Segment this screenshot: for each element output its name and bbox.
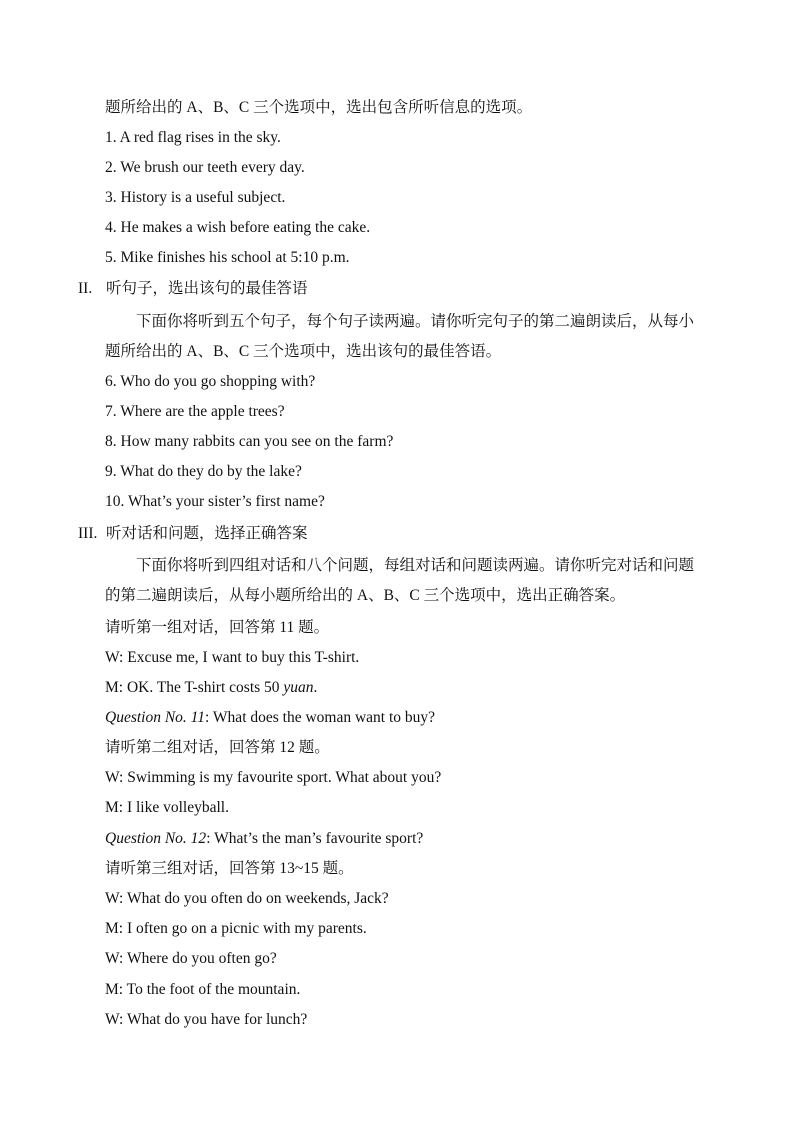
- section3-title: 听对话和问题，选择正确答案: [106, 525, 308, 542]
- group1-man-text: M: OK. The T-shirt costs 50: [105, 679, 284, 696]
- section2-numeral: II.: [78, 280, 93, 297]
- group3-line-1: W: What do you often do on weekends, Jack?: [105, 890, 389, 907]
- question-12-text: : What’s the man’s favourite sport?: [206, 830, 424, 847]
- group3-line-4: M: To the foot of the mountain.: [105, 981, 301, 998]
- item-1: 1. A red flag rises in the sky.: [105, 129, 281, 146]
- group3-line-5: W: What do you have for lunch?: [105, 1011, 308, 1028]
- section2-heading: [78, 279, 308, 299]
- group1-woman-line: W: Excuse me, I want to buy this T-shirt.: [105, 649, 360, 666]
- item-8: 8. How many rabbits can you see on the farm?: [105, 433, 394, 450]
- currency-word: yuan: [283, 679, 314, 696]
- section2-instruction-2: 题所给出的 A、B、C 三个选项中，选出该句的最佳答语。: [105, 343, 502, 360]
- section3-numeral: III.: [78, 525, 98, 542]
- item-3: 3. History is a useful subject.: [105, 189, 286, 206]
- item-9: 9. What do they do by the lake?: [105, 463, 302, 480]
- item-2: 2. We brush our teeth every day.: [105, 159, 305, 176]
- question-11-text: : What does the woman want to buy?: [205, 709, 436, 726]
- group2-woman-line: W: Swimming is my favourite sport. What about you?: [105, 769, 442, 786]
- item-7: 7. Where are the apple trees?: [105, 403, 285, 420]
- section3-instruction-1: 下面你将听到四组对话和八个问题，每组对话和问题读两遍。请你听完对话和问题: [136, 557, 695, 574]
- section3-heading: [78, 524, 308, 544]
- group3-line-3: W: Where do you often go?: [105, 950, 277, 967]
- group1-prompt: 请听第一组对话，回答第 11 题。: [105, 619, 330, 636]
- group2-prompt: 请听第二组对话，回答第 12 题。: [105, 739, 330, 756]
- section2-title: 听句子，选出该句的最佳答语: [106, 280, 308, 297]
- group1-man-period: .: [313, 679, 318, 696]
- group2-man-line: M: I like volleyball.: [105, 799, 229, 816]
- group3-line-2: M: I often go on a picnic with my parents.: [105, 920, 367, 937]
- question-11: [105, 708, 435, 728]
- item-10: 10. What’s your sister’s first name?: [105, 493, 325, 510]
- item-4: 4. He makes a wish before eating the cake.: [105, 219, 371, 236]
- section1-instruction: 题所给出的 A、B、C 三个选项中，选出包含所听信息的选项。: [105, 99, 533, 116]
- item-6: 6. Who do you go shopping with?: [105, 373, 316, 390]
- question-11-label: Question No. 11: [105, 709, 206, 726]
- section2-instruction-1: 下面你将听到五个句子，每个句子读两遍。请你听完句子的第二遍朗读后，从每小: [136, 313, 695, 330]
- group1-man-line: [105, 678, 317, 698]
- question-12-label: Question No. 12: [105, 830, 207, 847]
- item-5: 5. Mike finishes his school at 5:10 p.m.: [105, 249, 350, 266]
- section3-instruction-2: 的第二遍朗读后，从每小题所给出的 A、B、C 三个选项中，选出正确答案。: [105, 587, 626, 604]
- question-12: [105, 829, 423, 849]
- group3-prompt: 请听第三组对话，回答第 13~15 题。: [105, 860, 354, 877]
